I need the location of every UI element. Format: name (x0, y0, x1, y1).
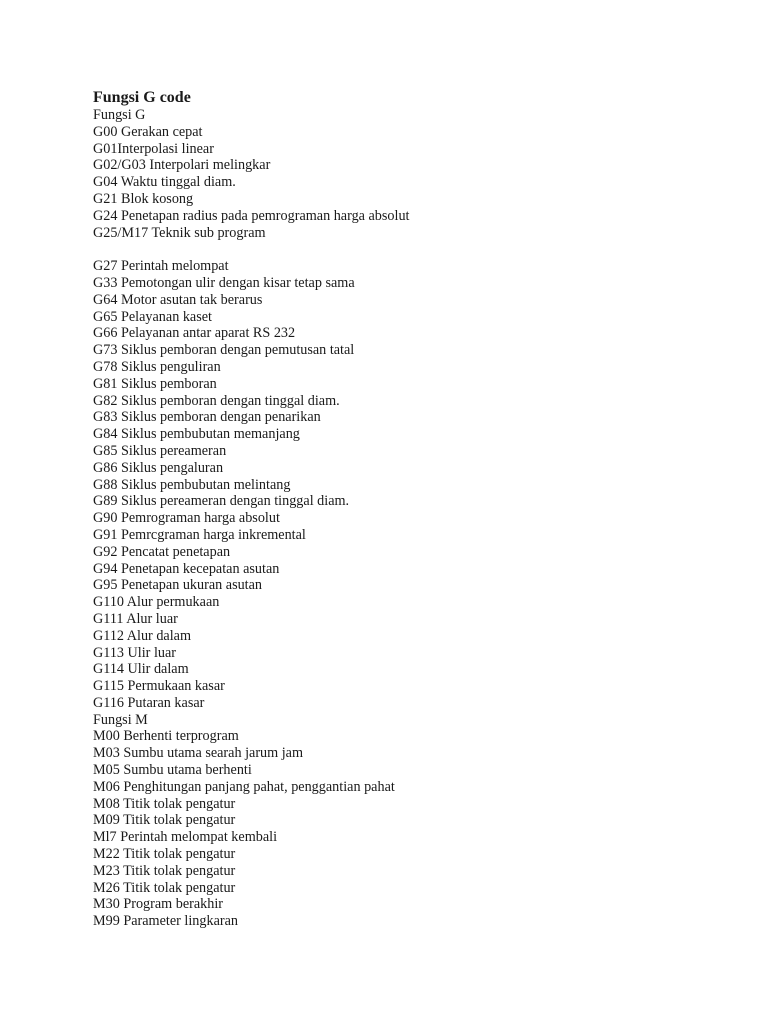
list-item: M99 Parameter lingkaran (93, 913, 238, 930)
list-item: M03 Sumbu utama searah jarum jam (93, 745, 304, 762)
section-heading-g: Fungsi G (93, 107, 146, 123)
document-page (93, 88, 410, 930)
list-item: G88 Siklus pembubutan melintang (93, 476, 291, 493)
list-item: G95 Penetapan ukuran asutan (93, 577, 263, 594)
list-item: G21 Blok kosong (93, 190, 194, 207)
list-item: G85 Siklus pereameran (93, 442, 227, 459)
list-item: M09 Titik tolak pengatur (93, 812, 236, 829)
list-item: G89 Siklus pereameran dengan tinggal diam. (93, 493, 350, 510)
list-item: G00 Gerakan cepat (93, 123, 203, 140)
g-code-list-part2 (93, 258, 410, 712)
list-item: G90 Pemrograman harga absolut (93, 510, 280, 527)
list-item: M08 Titik tolak pengatur (93, 795, 236, 812)
list-item: G33 Pemotongan ulir dengan kisar tetap sama (93, 274, 355, 291)
list-item: G113 Ulir luar (93, 644, 177, 661)
list-item: M30 Program berakhir (93, 896, 224, 913)
list-item: M06 Penghitungan panjang pahat, penggantian pahat (93, 778, 395, 795)
list-item: M05 Sumbu utama berhenti (93, 762, 252, 779)
list-item: G25/M17 Teknik sub program (93, 224, 266, 241)
list-item: M26 Titik tolak pengatur (93, 879, 236, 896)
list-item: G82 Siklus pemboran dengan tinggal diam. (93, 392, 340, 409)
list-item: G112 Alur dalam (93, 627, 191, 644)
list-item: G83 Siklus pemboran dengan penarikan (93, 409, 321, 426)
list-item: G116 Putaran kasar (93, 694, 205, 711)
list-item: G114 Ulir dalam (93, 661, 189, 678)
list-item: G92 Pencatat penetapan (93, 543, 231, 560)
list-item: G73 Siklus pemboran dengan pemutusan tatal (93, 342, 355, 359)
list-item: G27 Perintah melompat (93, 258, 229, 275)
list-item: Ml7 Perintah melompat kembali (93, 829, 278, 846)
list-item: G115 Permukaan kasar (93, 678, 225, 695)
list-item: G110 Alur permukaan (93, 594, 220, 611)
list-item: G78 Siklus penguliran (93, 358, 221, 375)
list-item: G64 Motor asutan tak berarus (93, 291, 263, 308)
list-item: G04 Waktu tinggal diam. (93, 174, 236, 191)
list-item: M22 Titik tolak pengatur (93, 846, 236, 863)
document-title: Fungsi G code (93, 89, 191, 106)
list-item: G65 Pelayanan kaset (93, 308, 212, 325)
list-item: M00 Berhenti terprogram (93, 728, 239, 745)
list-item: G111 Alur luar (93, 610, 178, 627)
section-heading-m: Fungsi M (93, 711, 148, 728)
list-item: G81 Siklus pemboran (93, 375, 217, 392)
list-item: G01Interpolasi linear (93, 140, 214, 157)
list-item: G91 Pemrcgraman harga inkremental (93, 526, 306, 543)
list-item: G24 Penetapan radius pada pemrograman harga absolut (93, 207, 410, 224)
g-code-list-part1 (93, 124, 410, 242)
list-item: G86 Siklus pengaluran (93, 459, 224, 476)
list-item: G02/G03 Interpolari melingkar (93, 157, 271, 174)
list-item: G84 Siklus pembubutan memanjang (93, 426, 300, 443)
blank-line (93, 241, 410, 258)
list-item: M23 Titik tolak pengatur (93, 862, 236, 879)
m-code-list (93, 728, 410, 930)
list-item: G94 Penetapan kecepatan asutan (93, 560, 280, 577)
list-item: G66 Pelayanan antar aparat RS 232 (93, 325, 296, 342)
